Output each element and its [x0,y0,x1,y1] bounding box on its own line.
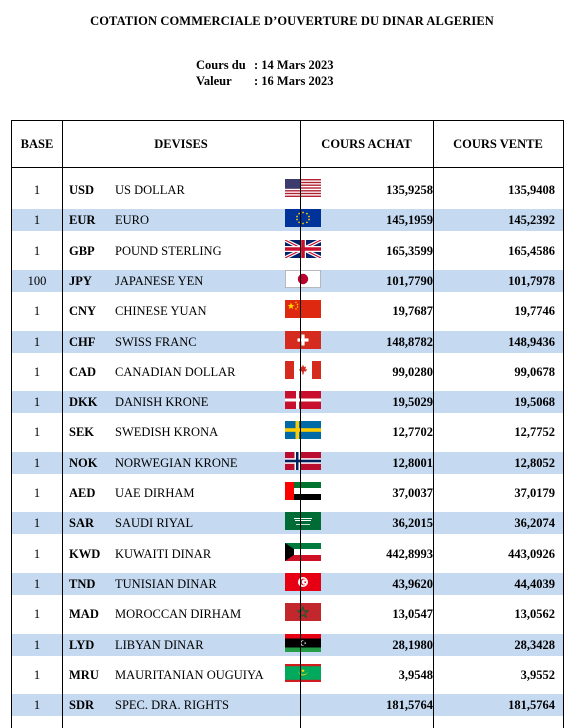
currency-name: POUND STERLING [115,243,222,258]
mr-flag-icon [285,664,321,686]
base-cell: 1 [33,213,41,228]
currency-code: CAD [69,364,97,379]
currency-name: KUWAITI DINAR [115,546,212,561]
page-title: COTATION COMMERCIALE D’OUVERTURE DU DINAR ALGERIEN [90,14,494,28]
currency-code: SEK [69,425,95,440]
table-row [12,664,563,686]
header-devises: DEVISES [154,137,208,151]
header-base: BASE [20,137,54,151]
cours-achat-cell: 3,9548 [398,667,433,682]
table-row [12,421,563,443]
currency-code: KWD [69,546,101,561]
ae-flag-icon [285,482,321,504]
column-divider [300,121,301,728]
base-cell: 1 [33,486,41,500]
cours-vente-cell: 145,2392 [508,213,555,228]
cours-achat-cell: 135,9258 [386,183,433,197]
currency-code: CNY [69,304,97,319]
uk-flag-icon [285,240,321,262]
cours-achat-cell: 28,1980 [392,637,433,652]
cours-achat-cell: 165,3599 [386,243,433,258]
currency-name: TUNISIAN DINAR [115,576,217,591]
ca-flag-icon [285,361,321,383]
currency-code: SDR [69,698,95,713]
tn-flag-icon [285,573,321,595]
cours-vente-cell: 28,3428 [514,637,555,652]
currency-name: MOROCCAN DIRHAM [115,607,242,622]
currency-code: MRU [69,667,99,682]
table-row [12,209,563,231]
ly-flag-icon [285,634,321,656]
table-row [12,240,563,262]
table-header [12,121,563,168]
eu-flag-icon [285,209,321,231]
cours-vente-cell: 19,5068 [514,395,555,410]
cours-achat-cell: 19,7687 [392,304,433,319]
no-flag-icon [285,452,321,474]
table-row [12,331,563,353]
currency-code: CHF [69,334,96,349]
cours-achat-cell: 19,5029 [392,395,433,410]
cours-achat-cell: 145,1959 [386,213,433,228]
currency-code: LYD [69,637,95,652]
cours-vente-cell: 135,9408 [508,183,555,197]
kw-flag-icon [285,543,321,565]
base-cell: 1 [33,334,41,349]
cours-achat-cell: 148,8782 [386,334,433,349]
cours-vente-cell: 37,0179 [514,486,555,500]
cours-achat-cell: 181,5764 [386,698,433,713]
base-cell: 1 [33,455,41,470]
table-row [12,300,563,322]
cours-vente-cell: 101,7978 [508,273,555,288]
cours-vente-cell: 13,0562 [514,607,555,622]
currency-name: SPEC. DRA. RIGHTS [115,698,229,713]
cours-vente-cell: 44,4039 [514,576,555,591]
base-cell: 1 [33,364,41,379]
table-row [12,482,563,504]
cours-vente-cell: 181,5764 [508,698,555,713]
base-cell: 1 [33,637,41,652]
currency-name: MAURITANIAN OUGUIYA [115,667,264,682]
base-cell: 100 [27,273,47,288]
currency-name: NORWEGIAN KRONE [115,455,238,470]
cours-achat-cell: 99,0280 [392,364,433,379]
table-row [12,179,563,201]
valeur-value: : 16 Mars 2023 [254,74,334,88]
currency-name: DANISH KRONE [115,395,209,410]
table-row [12,512,563,534]
us-flag-icon [285,179,321,201]
currency-code: MAD [69,607,99,622]
cours-vente-cell: 3,9552 [520,667,555,682]
currency-code: JPY [69,273,92,288]
currency-name: SWISS FRANC [115,334,197,349]
base-cell: 1 [33,667,41,682]
cours-vente-cell: 12,8052 [514,455,555,470]
cours-achat-cell: 13,0547 [392,607,433,622]
currency-code: EUR [69,213,96,228]
valeur-label: Valeur [196,74,232,88]
table-row [12,270,563,292]
cours-achat-cell: 12,8001 [392,455,433,470]
currency-code: TND [69,576,96,591]
cours-vente-cell: 99,0678 [514,364,555,379]
currency-name: CANADIAN DOLLAR [115,364,236,379]
cn-flag-icon [285,300,321,322]
cours-label: Cours du [196,58,246,72]
cours-value: : 14 Mars 2023 [254,58,334,72]
base-cell: 1 [33,304,41,319]
currency-name: LIBYAN DINAR [115,637,204,652]
base-cell: 1 [33,698,41,713]
ma-flag-icon [285,603,321,625]
cours-vente-cell: 165,4586 [508,243,555,258]
ch-flag-icon [285,331,321,353]
currency-name: CHINESE YUAN [115,304,207,319]
base-cell: 1 [33,183,41,197]
currency-code: USD [69,183,95,197]
base-cell: 1 [33,516,41,531]
rates-table [11,120,564,728]
currency-name: SWEDISH KRONA [115,425,219,440]
cours-achat-cell: 36,2015 [392,516,433,531]
currency-name: SAUDI RIYAL [115,516,194,531]
table-row [12,391,563,413]
dk-flag-icon [285,391,321,413]
base-cell: 1 [33,425,41,440]
header-achat: COURS ACHAT [321,137,412,151]
table-row [12,603,563,625]
sa-flag-icon [285,512,321,534]
jp-flag-icon [285,270,321,292]
table-row [12,694,563,716]
currency-code: DKK [69,395,98,410]
column-divider [62,121,63,728]
column-divider [433,121,434,728]
cours-vente-cell: 19,7746 [514,304,555,319]
currency-code: NOK [69,455,98,470]
currency-name: US DOLLAR [115,183,185,197]
cours-vente-cell: 443,0926 [508,546,555,561]
table-row [12,634,563,656]
base-cell: 1 [33,395,41,410]
cours-achat-cell: 12,7702 [392,425,433,440]
cours-achat-cell: 101,7790 [386,273,433,288]
cours-achat-cell: 442,8993 [386,546,433,561]
table-row [12,361,563,383]
cours-achat-cell: 43,9620 [392,576,433,591]
valeur-date [196,74,334,89]
cours-achat-cell: 37,0037 [392,486,433,500]
cours-vente-cell: 148,9436 [508,334,555,349]
currency-name: UAE DIRHAM [115,486,195,500]
table-row [12,573,563,595]
base-cell: 1 [33,607,41,622]
currency-code: GBP [69,243,95,258]
base-cell: 1 [33,546,41,561]
currency-code: AED [69,486,96,500]
header-vente: COURS VENTE [453,137,543,151]
base-cell: 1 [33,243,41,258]
cours-vente-cell: 12,7752 [514,425,555,440]
currency-code: SAR [69,516,95,531]
currency-name: JAPANESE YEN [115,273,204,288]
currency-name: EURO [115,213,150,228]
se-flag-icon [285,421,321,443]
table-row [12,452,563,474]
cours-vente-cell: 36,2074 [514,516,555,531]
base-cell: 1 [33,576,41,591]
table-row [12,543,563,565]
cours-date [196,58,334,73]
